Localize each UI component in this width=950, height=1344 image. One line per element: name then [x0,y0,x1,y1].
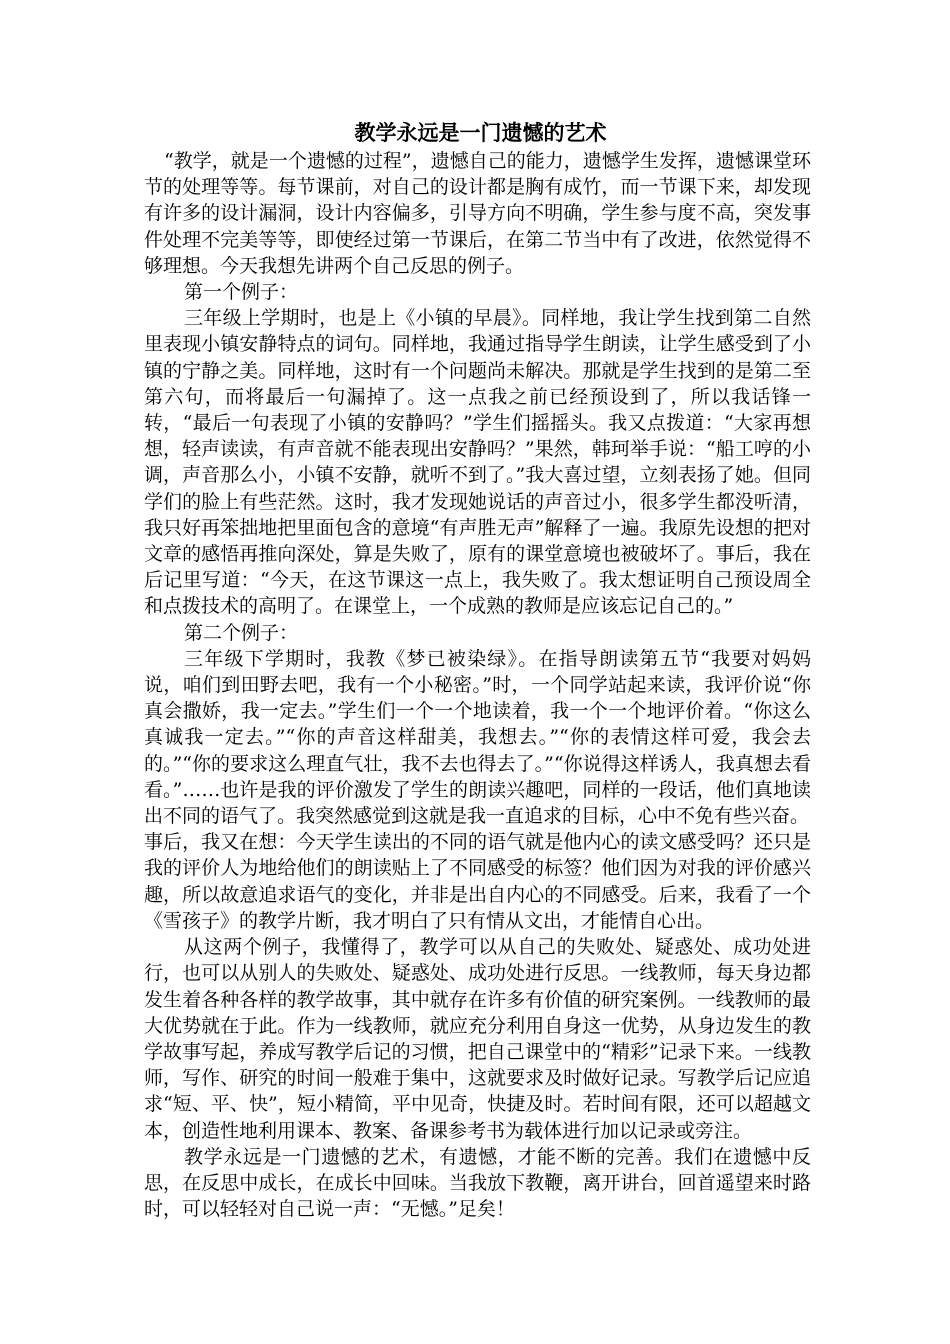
paragraph-reflection: 事后，我又在想：今天学生读出的不同的语气就是他内心的读文感受吗？还只是我的评价人为地给他们的朗读贴上了不同感受的标签？他们因为对我的评价感兴趣，所以故意追求语气的变化，并非是出自内心的不同感受。后来，我看了一个《雪孩子》的教学片断，我才明白了只有情从文出，才能情自心出。 [144,831,811,932]
document-page [144,118,811,1222]
paragraph-example-two-heading: 第二个例子： [184,621,299,644]
paragraph-example-two: 三年级下学期时，我教《梦已被染绿》。在指导朗读第五节“我要对妈妈说，咱们到田野去吧，我有一个小秘密。”时，一个同学站起来读，我评价说“你真会撒娇，我一定去。”学生们一个一个地读着，我一个一个地评价着。“你这么真诚我一定去。”“你的声音这样甜美，我想去。”“你的表情这样可爱，我会去的。”“你的要求这么理直气壮，我不去也得去了。”“你说得这样诱人，我真想去看看。”……也许是我的评价激发了学生的朗读兴趣吧，同样的一段话，他们真地读出不同的语气了。我突然感觉到这就是我一直追求的目标，心中不免有些兴奋。 [144,647,811,828]
paragraph-example-one: 三年级上学期时，也是上《小镇的早晨》。同样地，我让学生找到第二自然里表现小镇安静特点的词句。同样地，我通过指导学生朗读，让学生感受到了小镇的宁静之美。同样地，这时有一个问题尚未解决。那就是学生找到的是第二至第六句，而将最后一句漏掉了。这一点我之前已经预设到了，所以我话锋一转，“最后一句表现了小镇的安静吗？”学生们摇摇头。我又点拨道：“大家再想想，轻声读读，有声音就不能表现出安静吗？”果然，韩珂举手说：“船工哼的小调，声音那么小，小镇不安静，就听不到了。”我大喜过望，立刻表扬了她。但同学们的脸上有些茫然。这时，我才发现她说话的声音过小，很多学生都没听清，我只好再笨拙地把里面包含的意境“有声胜无声”解释了一遍。我原先设想的把对文章的感悟再推向深处，算是失败了，原有的课堂意境也被破坏了。事后，我在后记里写道：“今天，在这节课这一点上，我失败了。我太想证明自己预设周全和点拨技术的高明了。在课堂上，一个成熟的教师是应该忘记自己的。” [144,307,811,618]
page-title: 教学永远是一门遗憾的艺术 [354,120,607,145]
paragraph-intro: “教学，就是一个遗憾的过程”，遗憾自己的能力，遗憾学生发挥，遗憾课堂环节的处理等等。每节课前，对自己的设计都是胸有成竹，而一节课下来，却发现有许多的设计漏洞，设计内容偏多，引导方向不明确，学生参与度不高，突发事件处理不完美等等，即使经过第一节课后，在第二节当中有了改进，依然觉得不够理想。今天我想先讲两个自己反思的例子。 [144,150,811,277]
paragraph-conclusion: 教学永远是一门遗憾的艺术，有遗憾，才能不断的完善。我们在遗憾中反思，在反思中成长，在成长中回味。当我放下教鞭，离开讲台，回首遥望来时路时，可以轻轻对自己说一声：“无憾。”足矣！ [144,1145,811,1221]
paragraph-example-one-heading: 第一个例子： [184,281,299,304]
paragraph-lessons: 从这两个例子，我懂得了，教学可以从自己的失败处、疑惑处、成功处进行，也可以从别人的失败处、疑惑处、成功处进行反思。一线教师，每天身边都发生着各种各样的教学故事，其中就存在许多有价值的研究案例。一线教师的最大优势就在于此。作为一线教师，就应充分利用自身这一优势，从身边发生的教学故事写起，养成写教学后记的习惯，把自己课堂中的“精彩”记录下来。一线教师，写作、研究的时间一般难于集中，这就要求及时做好记录。写教学后记应追求“短、平、快”，短小精简，平中见奇，快捷及时。若时间有限，还可以超越文本，创造性地利用课本、教案、备课参考书为载体进行加以记录或旁注。 [144,936,811,1142]
